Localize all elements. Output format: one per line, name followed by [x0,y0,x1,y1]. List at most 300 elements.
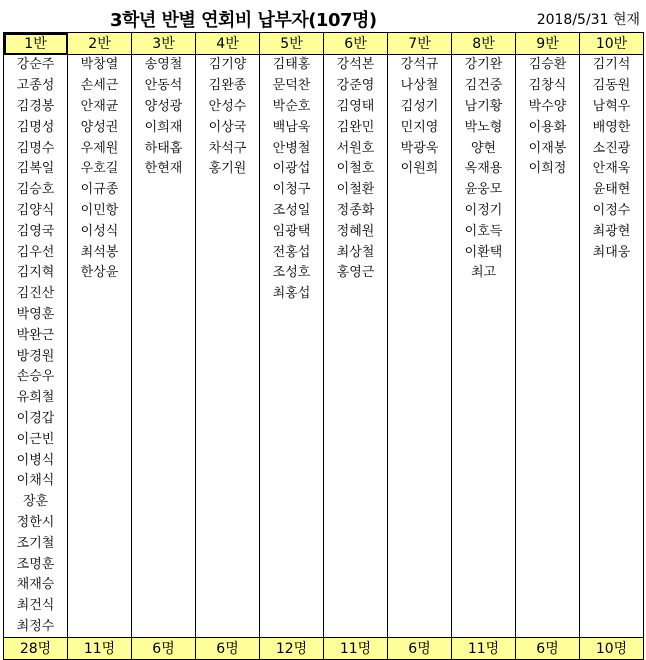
member-cell[interactable]: 옥재용 [452,159,516,180]
member-cell[interactable] [196,617,260,638]
member-cell[interactable] [388,596,452,617]
member-cell[interactable]: 채재승 [4,575,68,596]
member-cell[interactable] [516,221,580,242]
member-cell[interactable] [196,180,260,201]
member-cell[interactable] [324,388,388,409]
member-cell[interactable] [196,305,260,326]
member-cell[interactable] [132,554,196,575]
member-cell[interactable] [580,325,644,346]
member-cell[interactable] [68,575,132,596]
member-cell[interactable] [260,367,324,388]
member-cell[interactable]: 김진산 [4,284,68,305]
member-cell[interactable]: 이근빈 [4,429,68,450]
member-cell[interactable] [132,388,196,409]
member-cell[interactable] [580,263,644,284]
member-cell[interactable] [580,305,644,326]
member-cell[interactable] [260,325,324,346]
member-cell[interactable] [388,492,452,513]
member-cell[interactable] [68,388,132,409]
member-cell[interactable]: 김경봉 [4,97,68,118]
class-count-cell[interactable]: 6명 [132,638,196,660]
member-cell[interactable] [196,429,260,450]
member-cell[interactable] [516,325,580,346]
member-cell[interactable]: 박영훈 [4,305,68,326]
member-cell[interactable] [452,554,516,575]
member-cell[interactable] [452,346,516,367]
member-cell[interactable] [132,201,196,222]
member-cell[interactable] [132,221,196,242]
class-count-cell[interactable]: 12명 [260,638,324,660]
member-cell[interactable]: 김완종 [196,76,260,97]
member-cell[interactable]: 최대웅 [580,242,644,263]
member-cell[interactable] [132,429,196,450]
member-cell[interactable] [516,409,580,430]
member-cell[interactable] [516,180,580,201]
member-cell[interactable]: 이정기 [452,201,516,222]
member-cell[interactable] [388,367,452,388]
member-cell[interactable] [388,554,452,575]
member-cell[interactable] [516,263,580,284]
member-cell[interactable] [580,554,644,575]
member-cell[interactable] [580,346,644,367]
member-cell[interactable] [452,429,516,450]
member-cell[interactable] [324,575,388,596]
member-cell[interactable] [68,367,132,388]
class-header-cell[interactable]: 7반 [388,33,452,55]
member-cell[interactable] [516,513,580,534]
member-cell[interactable]: 김영국 [4,221,68,242]
member-cell[interactable]: 장훈 [4,492,68,513]
member-cell[interactable]: 양현 [452,138,516,159]
member-cell[interactable] [196,284,260,305]
member-cell[interactable]: 우호길 [68,159,132,180]
member-cell[interactable] [516,492,580,513]
member-cell[interactable]: 이성식 [68,221,132,242]
member-cell[interactable] [196,533,260,554]
member-cell[interactable] [516,596,580,617]
member-cell[interactable]: 안재욱 [580,159,644,180]
member-cell[interactable]: 안재균 [68,97,132,118]
member-cell[interactable]: 우제원 [68,138,132,159]
member-cell[interactable] [580,471,644,492]
member-cell[interactable] [132,263,196,284]
member-cell[interactable] [580,429,644,450]
member-cell[interactable] [196,450,260,471]
member-cell[interactable] [516,388,580,409]
member-cell[interactable] [580,513,644,534]
member-cell[interactable]: 김승호 [4,180,68,201]
member-cell[interactable] [324,367,388,388]
member-cell[interactable]: 문덕찬 [260,76,324,97]
member-cell[interactable] [452,284,516,305]
member-cell[interactable] [388,201,452,222]
member-cell[interactable] [388,242,452,263]
member-cell[interactable]: 강기완 [452,55,516,76]
member-cell[interactable] [324,450,388,471]
class-count-cell[interactable]: 11명 [452,638,516,660]
member-cell[interactable]: 김지혁 [4,263,68,284]
member-cell[interactable] [260,533,324,554]
member-cell[interactable]: 남혁우 [580,97,644,118]
member-cell[interactable] [196,263,260,284]
member-cell[interactable] [324,325,388,346]
member-cell[interactable]: 윤태현 [580,180,644,201]
member-cell[interactable] [132,492,196,513]
member-cell[interactable] [196,325,260,346]
member-cell[interactable] [260,492,324,513]
member-cell[interactable] [324,305,388,326]
member-cell[interactable] [452,388,516,409]
member-cell[interactable] [260,471,324,492]
member-cell[interactable] [516,575,580,596]
member-cell[interactable] [452,596,516,617]
member-cell[interactable]: 이환택 [452,242,516,263]
member-cell[interactable]: 김건중 [452,76,516,97]
member-cell[interactable]: 정혜원 [324,221,388,242]
member-cell[interactable]: 한현재 [132,159,196,180]
member-cell[interactable] [580,409,644,430]
member-cell[interactable] [516,284,580,305]
member-cell[interactable]: 전홍섭 [260,242,324,263]
class-header-cell[interactable]: 1반 [4,33,68,55]
member-cell[interactable]: 이철환 [324,180,388,201]
member-cell[interactable] [132,617,196,638]
member-cell[interactable] [388,325,452,346]
member-cell[interactable] [68,284,132,305]
member-cell[interactable]: 민지영 [388,117,452,138]
member-cell[interactable]: 홍기원 [196,159,260,180]
member-cell[interactable]: 김명수 [4,138,68,159]
member-cell[interactable] [196,242,260,263]
member-cell[interactable]: 조기철 [4,533,68,554]
member-cell[interactable] [324,596,388,617]
member-cell[interactable] [452,450,516,471]
member-cell[interactable] [452,513,516,534]
class-header-cell[interactable]: 6반 [324,33,388,55]
member-cell[interactable] [68,617,132,638]
member-cell[interactable]: 양성권 [68,117,132,138]
member-cell[interactable]: 이민항 [68,201,132,222]
member-cell[interactable] [68,596,132,617]
member-cell[interactable] [388,575,452,596]
member-cell[interactable] [68,346,132,367]
member-cell[interactable] [260,617,324,638]
member-cell[interactable] [68,492,132,513]
member-cell[interactable]: 최상철 [324,242,388,263]
member-cell[interactable]: 김명성 [4,117,68,138]
member-cell[interactable] [324,409,388,430]
member-cell[interactable] [196,596,260,617]
member-cell[interactable]: 손승우 [4,367,68,388]
member-cell[interactable] [196,201,260,222]
member-cell[interactable] [388,284,452,305]
member-cell[interactable] [580,367,644,388]
member-cell[interactable] [388,471,452,492]
member-cell[interactable]: 이경갑 [4,409,68,430]
member-cell[interactable]: 이병식 [4,450,68,471]
member-cell[interactable]: 김기석 [580,55,644,76]
class-header-cell[interactable]: 5반 [260,33,324,55]
member-cell[interactable] [324,513,388,534]
member-cell[interactable] [324,554,388,575]
member-cell[interactable]: 양성광 [132,97,196,118]
member-cell[interactable] [516,367,580,388]
member-cell[interactable] [452,533,516,554]
member-cell[interactable] [580,388,644,409]
class-header-cell[interactable]: 9반 [516,33,580,55]
member-cell[interactable]: 이청구 [260,180,324,201]
member-cell[interactable]: 김승환 [516,55,580,76]
class-count-cell[interactable]: 11명 [324,638,388,660]
member-cell[interactable]: 한상윤 [68,263,132,284]
member-cell[interactable]: 김동원 [580,76,644,97]
member-cell[interactable] [68,450,132,471]
member-cell[interactable] [388,180,452,201]
member-cell[interactable]: 박광욱 [388,138,452,159]
member-cell[interactable] [132,450,196,471]
member-cell[interactable] [260,388,324,409]
class-header-cell[interactable]: 8반 [452,33,516,55]
member-cell[interactable] [516,201,580,222]
member-cell[interactable]: 백남욱 [260,117,324,138]
class-header-cell[interactable]: 3반 [132,33,196,55]
member-cell[interactable]: 김우선 [4,242,68,263]
member-cell[interactable] [388,221,452,242]
member-cell[interactable] [388,429,452,450]
member-cell[interactable]: 이광섭 [260,159,324,180]
member-cell[interactable] [132,575,196,596]
member-cell[interactable] [388,388,452,409]
member-cell[interactable]: 이규종 [68,180,132,201]
member-cell[interactable]: 손세근 [68,76,132,97]
member-cell[interactable]: 남기황 [452,97,516,118]
member-cell[interactable] [132,409,196,430]
member-cell[interactable]: 김복일 [4,159,68,180]
member-cell[interactable]: 최고 [452,263,516,284]
member-cell[interactable] [68,471,132,492]
member-cell[interactable] [388,346,452,367]
member-cell[interactable]: 박완근 [4,325,68,346]
member-cell[interactable]: 안병철 [260,138,324,159]
member-cell[interactable]: 고종성 [4,76,68,97]
class-count-cell[interactable]: 28명 [4,638,68,660]
member-cell[interactable] [516,429,580,450]
member-cell[interactable]: 조명훈 [4,554,68,575]
member-cell[interactable]: 이철호 [324,159,388,180]
class-count-cell[interactable]: 10명 [580,638,644,660]
member-cell[interactable] [452,305,516,326]
member-cell[interactable]: 이희정 [516,159,580,180]
member-cell[interactable]: 박수양 [516,97,580,118]
member-cell[interactable] [68,554,132,575]
member-cell[interactable]: 최건식 [4,596,68,617]
member-cell[interactable] [132,180,196,201]
member-cell[interactable] [68,533,132,554]
member-cell[interactable]: 박순호 [260,97,324,118]
member-cell[interactable] [388,617,452,638]
member-cell[interactable] [260,450,324,471]
member-cell[interactable] [68,429,132,450]
member-cell[interactable]: 김기양 [196,55,260,76]
member-cell[interactable] [68,513,132,534]
member-cell[interactable] [452,367,516,388]
member-cell[interactable] [68,325,132,346]
member-cell[interactable]: 김영태 [324,97,388,118]
member-cell[interactable] [580,450,644,471]
member-cell[interactable] [196,554,260,575]
member-cell[interactable]: 이정수 [580,201,644,222]
member-cell[interactable] [516,533,580,554]
member-cell[interactable]: 최정수 [4,617,68,638]
member-cell[interactable] [132,471,196,492]
member-cell[interactable] [388,263,452,284]
member-cell[interactable] [260,346,324,367]
member-cell[interactable]: 배영한 [580,117,644,138]
member-cell[interactable]: 이호득 [452,221,516,242]
member-cell[interactable] [196,367,260,388]
member-cell[interactable]: 김성기 [388,97,452,118]
member-cell[interactable] [516,617,580,638]
member-cell[interactable] [516,554,580,575]
member-cell[interactable] [324,429,388,450]
member-cell[interactable] [260,429,324,450]
member-cell[interactable]: 강석규 [388,55,452,76]
member-cell[interactable]: 최광현 [580,221,644,242]
member-cell[interactable] [132,325,196,346]
class-header-cell[interactable]: 2반 [68,33,132,55]
member-cell[interactable] [580,492,644,513]
member-cell[interactable]: 박노형 [452,117,516,138]
member-cell[interactable]: 서원호 [324,138,388,159]
member-cell[interactable] [580,617,644,638]
member-cell[interactable] [260,305,324,326]
member-cell[interactable]: 조성호 [260,263,324,284]
member-cell[interactable]: 송영철 [132,55,196,76]
member-cell[interactable]: 소진광 [580,138,644,159]
member-cell[interactable] [580,575,644,596]
class-count-cell[interactable]: 6명 [516,638,580,660]
member-cell[interactable] [452,471,516,492]
member-cell[interactable] [132,596,196,617]
member-cell[interactable] [132,305,196,326]
member-cell[interactable] [132,367,196,388]
member-cell[interactable]: 이재봉 [516,138,580,159]
member-cell[interactable]: 김창식 [516,76,580,97]
member-cell[interactable]: 유희철 [4,388,68,409]
member-cell[interactable] [452,409,516,430]
member-cell[interactable]: 김완민 [324,117,388,138]
member-cell[interactable] [196,409,260,430]
member-cell[interactable]: 이용화 [516,117,580,138]
member-cell[interactable] [132,242,196,263]
member-cell[interactable] [452,325,516,346]
member-cell[interactable] [388,305,452,326]
member-cell[interactable]: 나상철 [388,76,452,97]
member-cell[interactable] [388,513,452,534]
member-cell[interactable] [68,409,132,430]
member-cell[interactable]: 차석구 [196,138,260,159]
member-cell[interactable] [196,513,260,534]
member-cell[interactable]: 김태홍 [260,55,324,76]
class-count-cell[interactable]: 6명 [196,638,260,660]
member-cell[interactable]: 임광택 [260,221,324,242]
member-cell[interactable] [196,471,260,492]
member-cell[interactable] [324,617,388,638]
member-cell[interactable] [580,533,644,554]
member-cell[interactable] [324,471,388,492]
member-cell[interactable] [260,513,324,534]
member-cell[interactable] [452,575,516,596]
member-cell[interactable]: 강준영 [324,76,388,97]
member-cell[interactable] [260,554,324,575]
member-cell[interactable] [132,346,196,367]
member-cell[interactable]: 정한시 [4,513,68,534]
member-cell[interactable] [196,575,260,596]
member-cell[interactable] [196,346,260,367]
class-count-cell[interactable]: 6명 [388,638,452,660]
member-cell[interactable] [580,596,644,617]
member-cell[interactable]: 최홍섭 [260,284,324,305]
member-cell[interactable]: 박창열 [68,55,132,76]
member-cell[interactable] [260,409,324,430]
member-cell[interactable] [68,305,132,326]
member-cell[interactable] [260,596,324,617]
member-cell[interactable] [388,450,452,471]
member-cell[interactable] [516,242,580,263]
member-cell[interactable] [516,450,580,471]
member-cell[interactable]: 김양식 [4,201,68,222]
member-cell[interactable] [580,284,644,305]
member-cell[interactable]: 강석본 [324,55,388,76]
member-cell[interactable]: 강순주 [4,55,68,76]
member-cell[interactable] [324,346,388,367]
member-cell[interactable]: 최석봉 [68,242,132,263]
member-cell[interactable]: 방경원 [4,346,68,367]
member-cell[interactable] [196,221,260,242]
member-cell[interactable]: 윤웅모 [452,180,516,201]
class-count-cell[interactable]: 11명 [68,638,132,660]
member-cell[interactable] [452,492,516,513]
member-cell[interactable]: 조성일 [260,201,324,222]
member-cell[interactable]: 안동석 [132,76,196,97]
member-cell[interactable] [132,533,196,554]
member-cell[interactable] [388,533,452,554]
class-header-cell[interactable]: 10반 [580,33,644,55]
member-cell[interactable]: 이희재 [132,117,196,138]
member-cell[interactable]: 이채식 [4,471,68,492]
class-header-cell[interactable]: 4반 [196,33,260,55]
member-cell[interactable] [516,346,580,367]
member-cell[interactable] [260,575,324,596]
member-cell[interactable]: 하태홉 [132,138,196,159]
member-cell[interactable] [196,388,260,409]
member-cell[interactable] [324,533,388,554]
member-cell[interactable] [132,284,196,305]
member-cell[interactable] [388,409,452,430]
member-cell[interactable] [516,305,580,326]
member-cell[interactable]: 이상국 [196,117,260,138]
member-cell[interactable] [196,492,260,513]
member-cell[interactable]: 홍영근 [324,263,388,284]
member-cell[interactable] [324,284,388,305]
member-cell[interactable]: 안성수 [196,97,260,118]
member-cell[interactable] [452,617,516,638]
member-cell[interactable] [324,492,388,513]
member-cell[interactable]: 정종화 [324,201,388,222]
member-cell[interactable] [516,471,580,492]
member-cell[interactable]: 이원희 [388,159,452,180]
member-cell[interactable] [132,513,196,534]
